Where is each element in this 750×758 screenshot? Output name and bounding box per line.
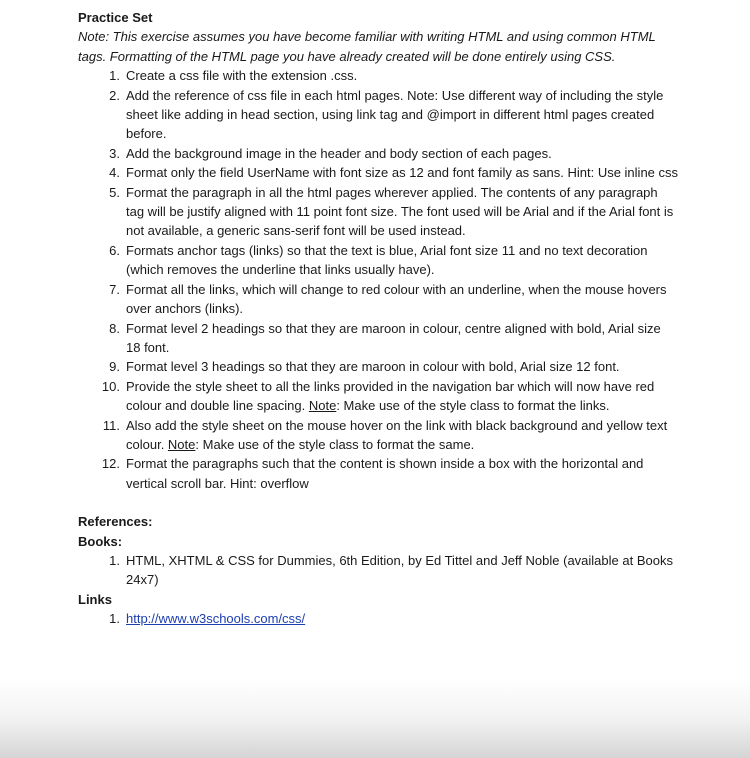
task-text: Formats anchor tags (links) so that the text is blue, Arial font size 11 and no text decoration (which removes the underline that links usually have). — [126, 242, 648, 278]
task-text: Format the paragraphs such that the content is shown inside a box with the horizontal and vertical scroll bar. Hint: overflow — [126, 456, 644, 491]
intro-note: Note: This exercise assumes you have become familiar with writing HTML and using common HTML tags. Formatting of the HTML page you have already created will be done entirely using CSS. — [78, 29, 656, 64]
list-item: 9. Format level 3 headings so that they are maroon in colour with bold, Arial size 12 font. — [109, 359, 620, 375]
note-label: Note — [308, 398, 337, 414]
list-item: 7. Format all the links, which will change to red colour with an underline, when the mouse hovers over anchors (links). — [109, 281, 667, 317]
task-text: Create a css file with the extension .css. — [126, 68, 358, 84]
books-heading: Books: — [78, 533, 123, 549]
task-text: Add the reference of css file in each html pages. Note: Use different way of including the style sheet like adding in head section, using link tag and @import in different html pages created before. — [126, 87, 664, 142]
document — [78, 8, 678, 629]
note-label: Note — [167, 436, 196, 452]
list-item: 6. Formats anchor tags (links) so that the text is blue, Arial font size 11 and no text decoration (which removes the underline that links usually have). — [109, 242, 648, 278]
list-item: 12. Format the paragraphs such that the content is shown inside a box with the horizontal and vertical scroll bar. Hint: overflow — [101, 456, 644, 491]
task-text: Provide the style sheet to all the links provided in the navigation bar which will now have red colour and double line spacing. Note: Make use of the style class to format the links. — [126, 378, 655, 414]
task-text: Also add the style sheet on the mouse hover on the link with black background and yellow text colour. Note: Make use of the style class to format the same. — [126, 417, 668, 452]
w3schools-link[interactable]: http://www.w3schools.com/css/ — [126, 611, 306, 627]
list-item: 4. Format only the field UserName with font size as 12 and font family as sans. Hint: Use inline css — [109, 165, 679, 181]
book-text: HTML, XHTML & CSS for Dummies, 6th Edition, by Ed Tittel and Jeff Noble (available at Books 24x7) — [126, 552, 673, 588]
book-list — [78, 551, 678, 590]
list-item: 1. http://www.w3schools.com/css/ — [109, 611, 306, 627]
bottom-fade-overlay — [0, 678, 750, 758]
links-heading: Links — [78, 591, 112, 607]
list-item: 5. Format the paragraph in all the html pages wherever applied. The contents of any paragraph tag will be justify aligned with 11 point font size. The font used will be Arial and if the Arial font is not available, a generic sans-serif font will be used instead. — [109, 184, 674, 239]
task-text: Format only the field UserName with font size as 12 and font family as sans. Hint: Use inline css — [126, 165, 679, 181]
list-item: 3. Add the background image in the header and body section of each pages. — [109, 145, 552, 161]
list-item: 10. Provide the style sheet to all the links provided in the navigation bar which will now have red colour and double line spacing. Note: Make use of the style class to format the links. — [101, 378, 655, 414]
list-item: 1. HTML, XHTML & CSS for Dummies, 6th Edition, by Ed Tittel and Jeff Noble (available at Books 24x7) — [109, 552, 673, 588]
document-title: Practice Set — [78, 10, 153, 25]
task-text: Format level 2 headings so that they are maroon in colour, centre aligned with bold, Arial size 18 font. — [126, 320, 661, 355]
list-item: 2. Add the reference of css file in each html pages. Note: Use different way of including the style sheet like adding in head section, using link tag and @import in different html pages created before. — [109, 87, 664, 142]
link-list — [78, 609, 678, 628]
task-text: Add the background image in the header and body section of each pages. — [126, 145, 552, 161]
references-heading: References: — [78, 514, 153, 530]
list-item: 8. Format level 2 headings so that they are maroon in colour, centre aligned with bold, Arial size 18 font. — [109, 320, 661, 355]
task-text: Format all the links, which will change to red colour with an underline, when the mouse hovers over anchors (links). — [126, 281, 667, 317]
list-item: 11. Also add the style sheet on the mouse hover on the link with black background and yellow text colour. Note: Make use of the style class to format the same. — [102, 417, 668, 452]
task-text: Format level 3 headings so that they are maroon in colour with bold, Arial size 12 font. — [126, 359, 620, 375]
task-text: Format the paragraph in all the html pages wherever applied. The contents of any paragraph tag will be justify aligned with 11 point font size. The font used will be Arial and if the Arial font is not available, a generic sans-serif font will be used instead. — [126, 184, 674, 239]
references-section — [78, 512, 678, 628]
task-list — [78, 66, 678, 493]
list-item: 1. Create a css file with the extension .css. — [109, 68, 358, 84]
